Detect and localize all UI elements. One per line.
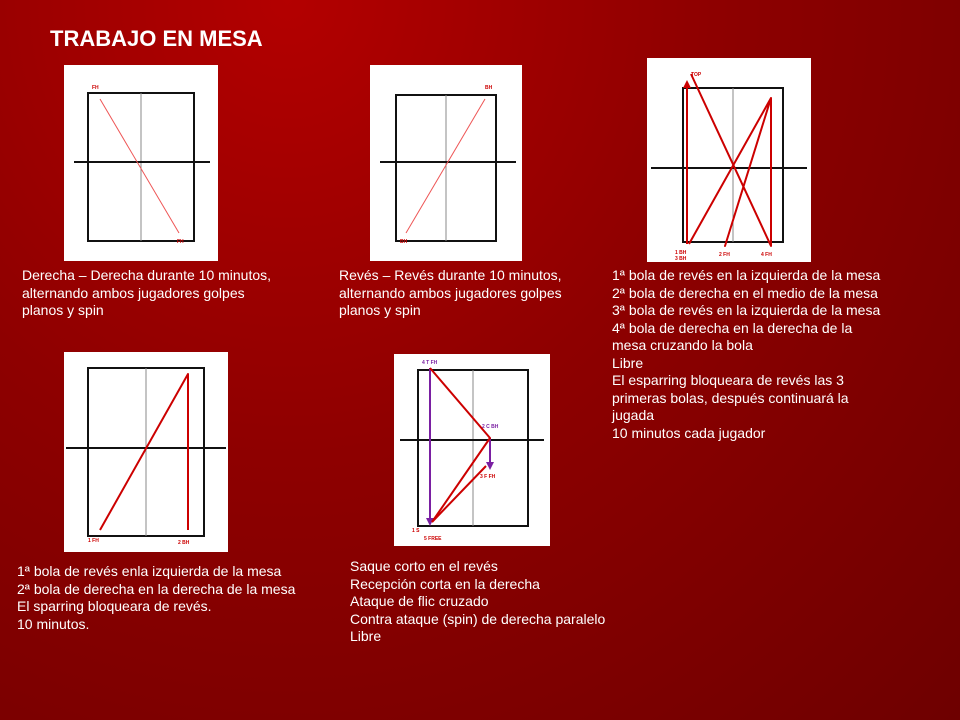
desc-line: alternando ambos jugadores golpes <box>22 284 245 301</box>
desc-line: El esparring bloqueara de revés las 3 <box>612 372 844 388</box>
shot-trajectory <box>100 99 179 233</box>
drill-4-description <box>17 563 295 633</box>
shot-trajectory <box>430 368 490 522</box>
desc-line: Ataque de flic cruzado <box>350 593 489 609</box>
desc-line: mesa cruzando la bola <box>612 337 753 353</box>
drill-1-diagram <box>64 65 218 261</box>
shot-trajectory <box>100 374 188 530</box>
label-2-c-bh: 2 C BH <box>482 424 499 430</box>
label-2-fh: 2 FH <box>719 252 730 258</box>
desc-line: primeras bolas, después continuará la <box>612 389 849 406</box>
drill-5-description <box>350 558 605 646</box>
desc-line: jugada <box>612 407 655 423</box>
drill-4-table-svg <box>64 352 228 552</box>
desc-line: Contra ataque (spin) de derecha paralelo <box>350 610 606 627</box>
slide-title: TRABAJO EN MESA <box>50 26 263 51</box>
desc-line: 10 minutos cada jugador <box>612 424 766 441</box>
desc-line: El sparring bloqueara de revés. <box>17 598 212 614</box>
label-3-bh: 3 BH <box>675 256 687 262</box>
desc-line: 1ª bola de revés enla izquierda de la mesa <box>17 563 282 579</box>
shot-trajectory <box>432 466 486 522</box>
arrow-head <box>486 462 494 470</box>
drill-3-description <box>612 267 880 442</box>
drill-2-table-svg <box>370 65 522 261</box>
desc-line: Revés – Revés durante 10 minutos, <box>339 267 562 283</box>
drill-1-table-svg <box>64 65 218 261</box>
desc-line: Libre <box>350 628 382 644</box>
desc-line: Recepción corta en la derecha <box>350 575 540 592</box>
desc-line: 4ª bola de derecha en la derecha de la <box>612 319 853 336</box>
label-top: TOP <box>691 72 702 78</box>
desc-line: 2ª bola de derecha en la derecha de la mesa <box>17 580 296 597</box>
label-4-t-fh: 4 T FH <box>422 360 438 366</box>
label-fh-top: FH <box>92 85 99 91</box>
desc-line: Libre <box>612 354 644 371</box>
label-bh-top: BH <box>485 85 493 91</box>
label-1-bh: 1 BH <box>675 250 687 256</box>
desc-line: planos y spin <box>339 302 421 318</box>
desc-line: alternando ambos jugadores golpes <box>339 284 562 301</box>
label-2-bh: 2 BH <box>178 540 190 546</box>
drill-2-diagram <box>370 65 522 261</box>
desc-line: 2ª bola de derecha en el medio de la mesa <box>612 284 878 301</box>
drill-5-diagram <box>394 354 550 546</box>
arrow-head <box>683 80 691 88</box>
drill-5-table-svg <box>394 354 550 546</box>
drill-1-description <box>22 267 271 320</box>
desc-line: Saque corto en el revés <box>350 558 498 574</box>
desc-line: 1ª bola de revés en la izquierda de la mesa <box>612 267 881 283</box>
label-bh-bottom: BH <box>400 239 408 245</box>
drill-2-description <box>339 267 562 320</box>
label-fh-bottom: FH <box>177 239 184 245</box>
desc-line: 3ª bola de revés en la izquierda de la mesa <box>612 302 881 318</box>
desc-line: Derecha – Derecha durante 10 minutos, <box>22 267 272 283</box>
drill-3-table-svg <box>647 58 811 262</box>
label-4-fh: 4 FH <box>761 252 772 258</box>
label-1-s: 1 S <box>412 528 420 534</box>
desc-line: planos y spin <box>22 302 104 318</box>
desc-line: 10 minutos. <box>17 615 90 632</box>
label-3-f-fh: 3 F FH <box>480 474 496 480</box>
drill-3-diagram <box>647 58 811 262</box>
label-1-fh: 1 FH <box>88 538 99 544</box>
label-5-free: 5 FREE <box>424 536 442 542</box>
drill-4-diagram <box>64 352 228 552</box>
shot-trajectory <box>689 74 771 246</box>
